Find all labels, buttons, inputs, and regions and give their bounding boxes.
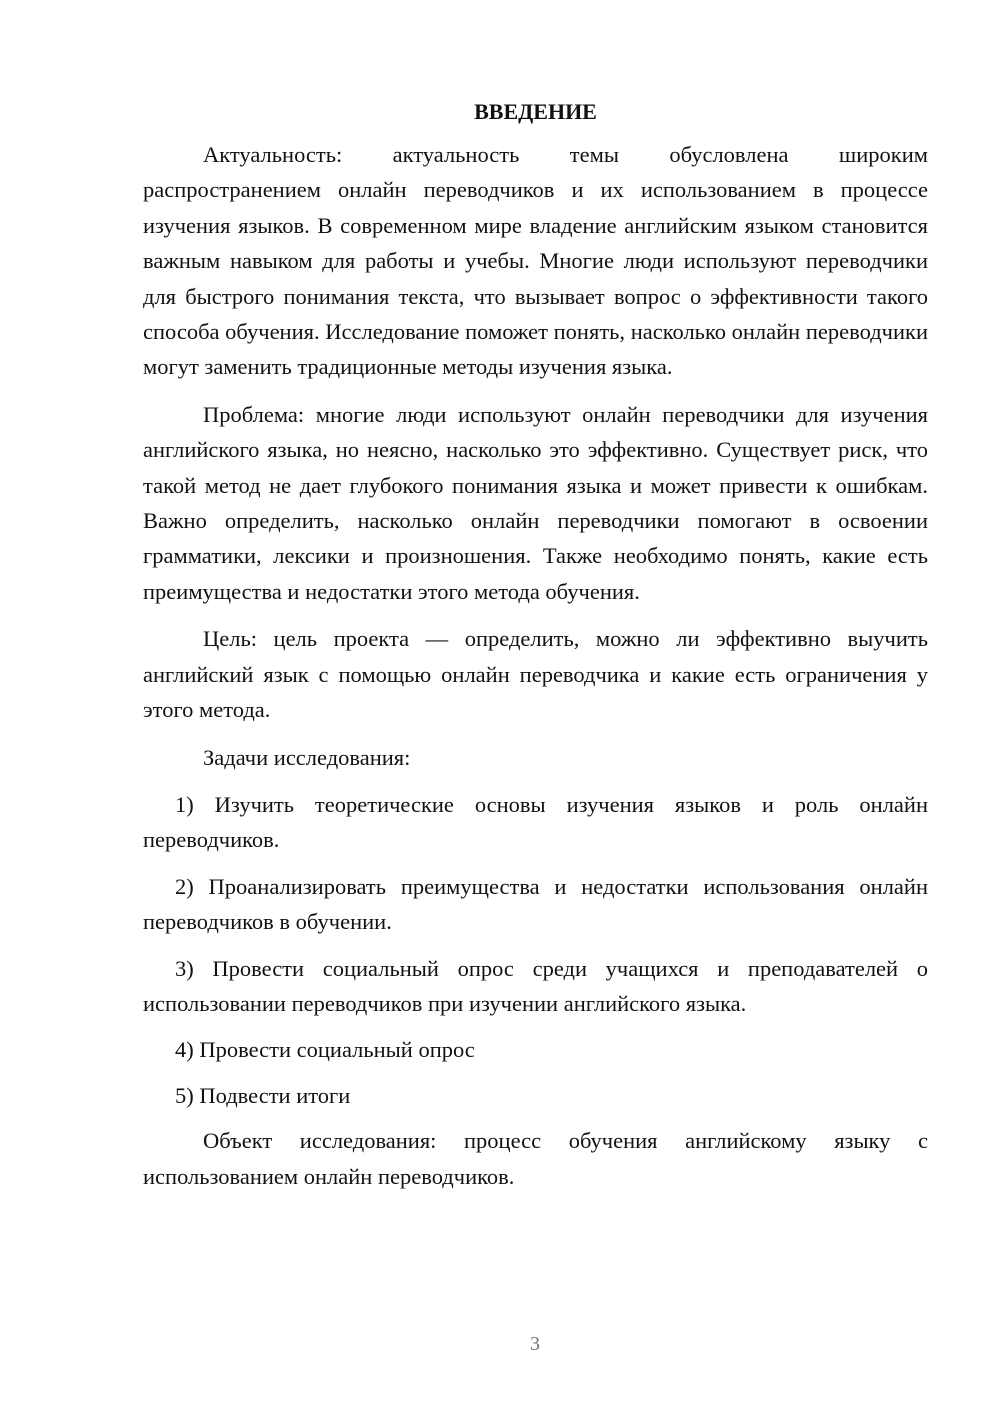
- page-body: [143, 94, 928, 1206]
- task-item-4: 4) Провести социальный опрос: [175, 1037, 475, 1063]
- task-item-2: 2) Проанализировать преимущества и недостатки использования онлайн переводчиков в обучении.: [143, 873, 928, 935]
- task-item-5: 5) Подвести итоги: [175, 1082, 351, 1108]
- object-paragraph: Объект исследования: процесс обучения английскому языку с использованием онлайн переводчиков.: [143, 1128, 928, 1189]
- relevance-paragraph: Актуальность: актуальность темы обусловлена широким распространением онлайн переводчиков и их использованием в процессе изучения языков. В современном мире владение английским языком становится важным навыком для работы и учебы. Многие люди используют переводчики для быстрого понимания текста, что вызывает вопрос о эффективности такого способа обучения. Исследование поможет понять, насколько онлайн переводчики могут заменить традиционные методы изучения языка.: [143, 142, 928, 380]
- goal-paragraph: Цель: цель проекта — определить, можно ли эффективно выучить английский язык с помощью онлайн переводчика и какие есть ограничения у этого метода.: [143, 626, 928, 723]
- page-title: ВВЕДЕНИЕ: [474, 99, 597, 124]
- tasks-list: [143, 787, 928, 1113]
- task-item-1: 1) Изучить теоретические основы изучения языков и роль онлайн переводчиков.: [143, 791, 928, 853]
- problem-paragraph: Проблема: многие люди используют онлайн переводчики для изучения английского языка, но неясно, насколько это эффективно. Существует риск, что такой метод не дает глубокого понимания языка и может привести к ошибкам. Важно определить, насколько онлайн переводчики помогают в освоении грамматики, лексики и произношения. Также необходимо понять, какие есть преимущества и недостатки этого метода обучения.: [143, 401, 928, 604]
- task-item-3: 3) Провести социальный опрос среди учащихся и преподавателей о использовании переводчиков при изучении английского языка.: [143, 955, 928, 1016]
- tasks-heading: Задачи исследования:: [203, 744, 411, 770]
- page-number: 3: [530, 1333, 540, 1355]
